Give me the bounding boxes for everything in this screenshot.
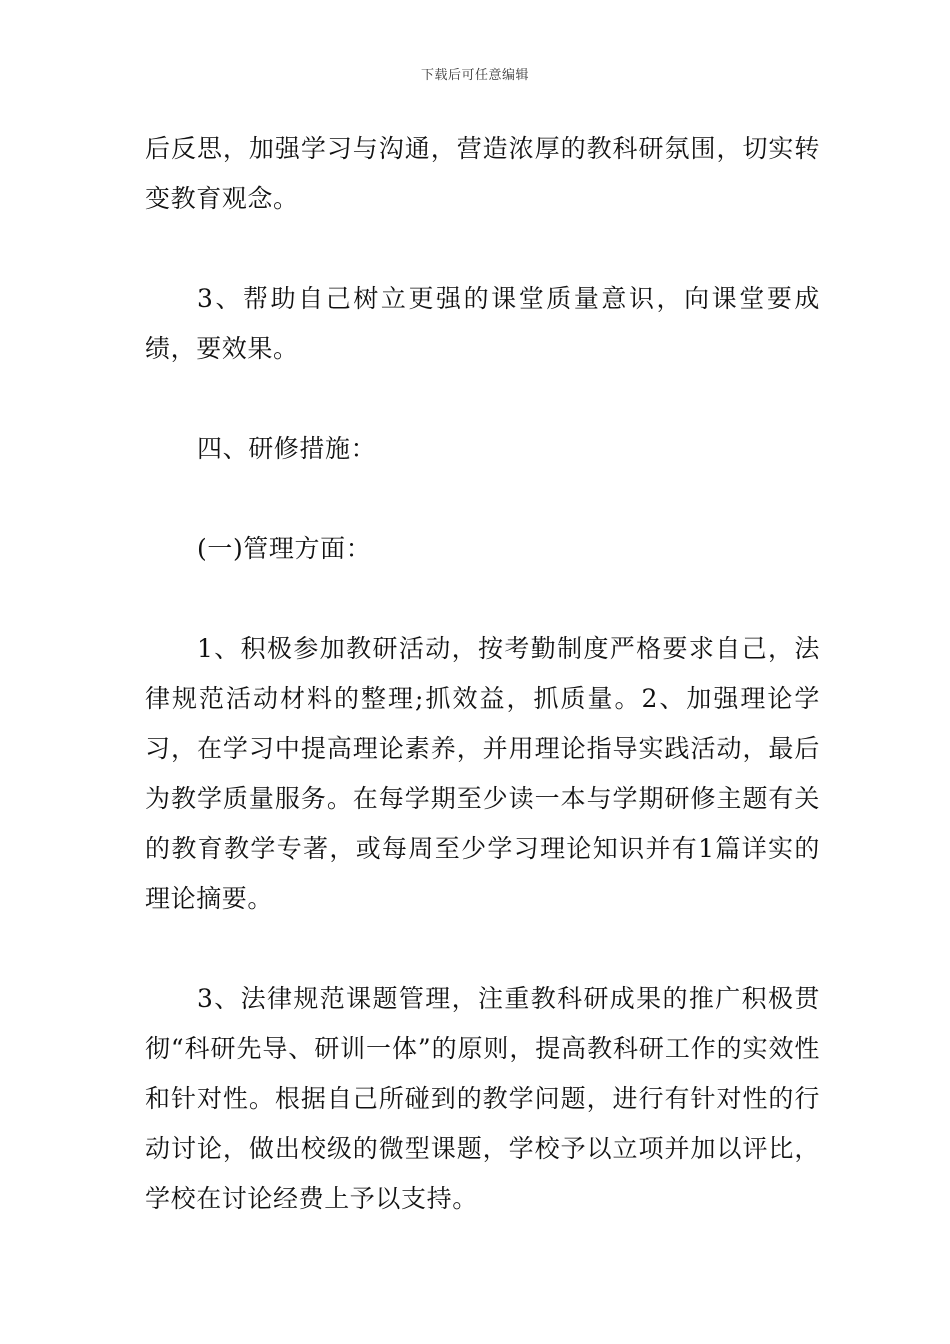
paragraph-continuation: 后反思，加强学习与沟通，营造浓厚的教科研氛围，切实转变教育观念。: [145, 134, 820, 213]
paragraph-item-3-quality: 3、帮助自己树立更强的课堂质量意识，向课堂要成绩，要效果。: [145, 284, 820, 363]
section-heading-measures: 四、研修措施：: [197, 434, 377, 463]
page-header: 下载后可任意编辑: [420, 68, 529, 83]
document-body: [145, 124, 820, 1224]
subsection-heading-management: (一)管理方面：: [197, 534, 372, 563]
paragraph-item-3-projects: 3、法律规范课题管理，注重教科研成果的推广积极贯彻“科研先导、研训一体”的原则，提高教科研工作的实效性和针对性。根据自己所碰到的教学问题，进行有针对性的行动讨论，做出校级的微型课题，学校予以立项并加以评比，学校在讨论经费上予以支持。: [145, 984, 820, 1213]
paragraph-item-1-2-activities: 1、积极参加教研活动，按考勤制度严格要求自己，法律规范活动材料的整理;抓效益，抓质量。2、加强理论学习，在学习中提高理论素养，并用理论指导实践活动，最后为教学质量服务。在每学期至少读一本与学期研修主题有关的教育教学专著，或每周至少学习理论知识并有1篇详实的理论摘要。: [145, 634, 820, 913]
